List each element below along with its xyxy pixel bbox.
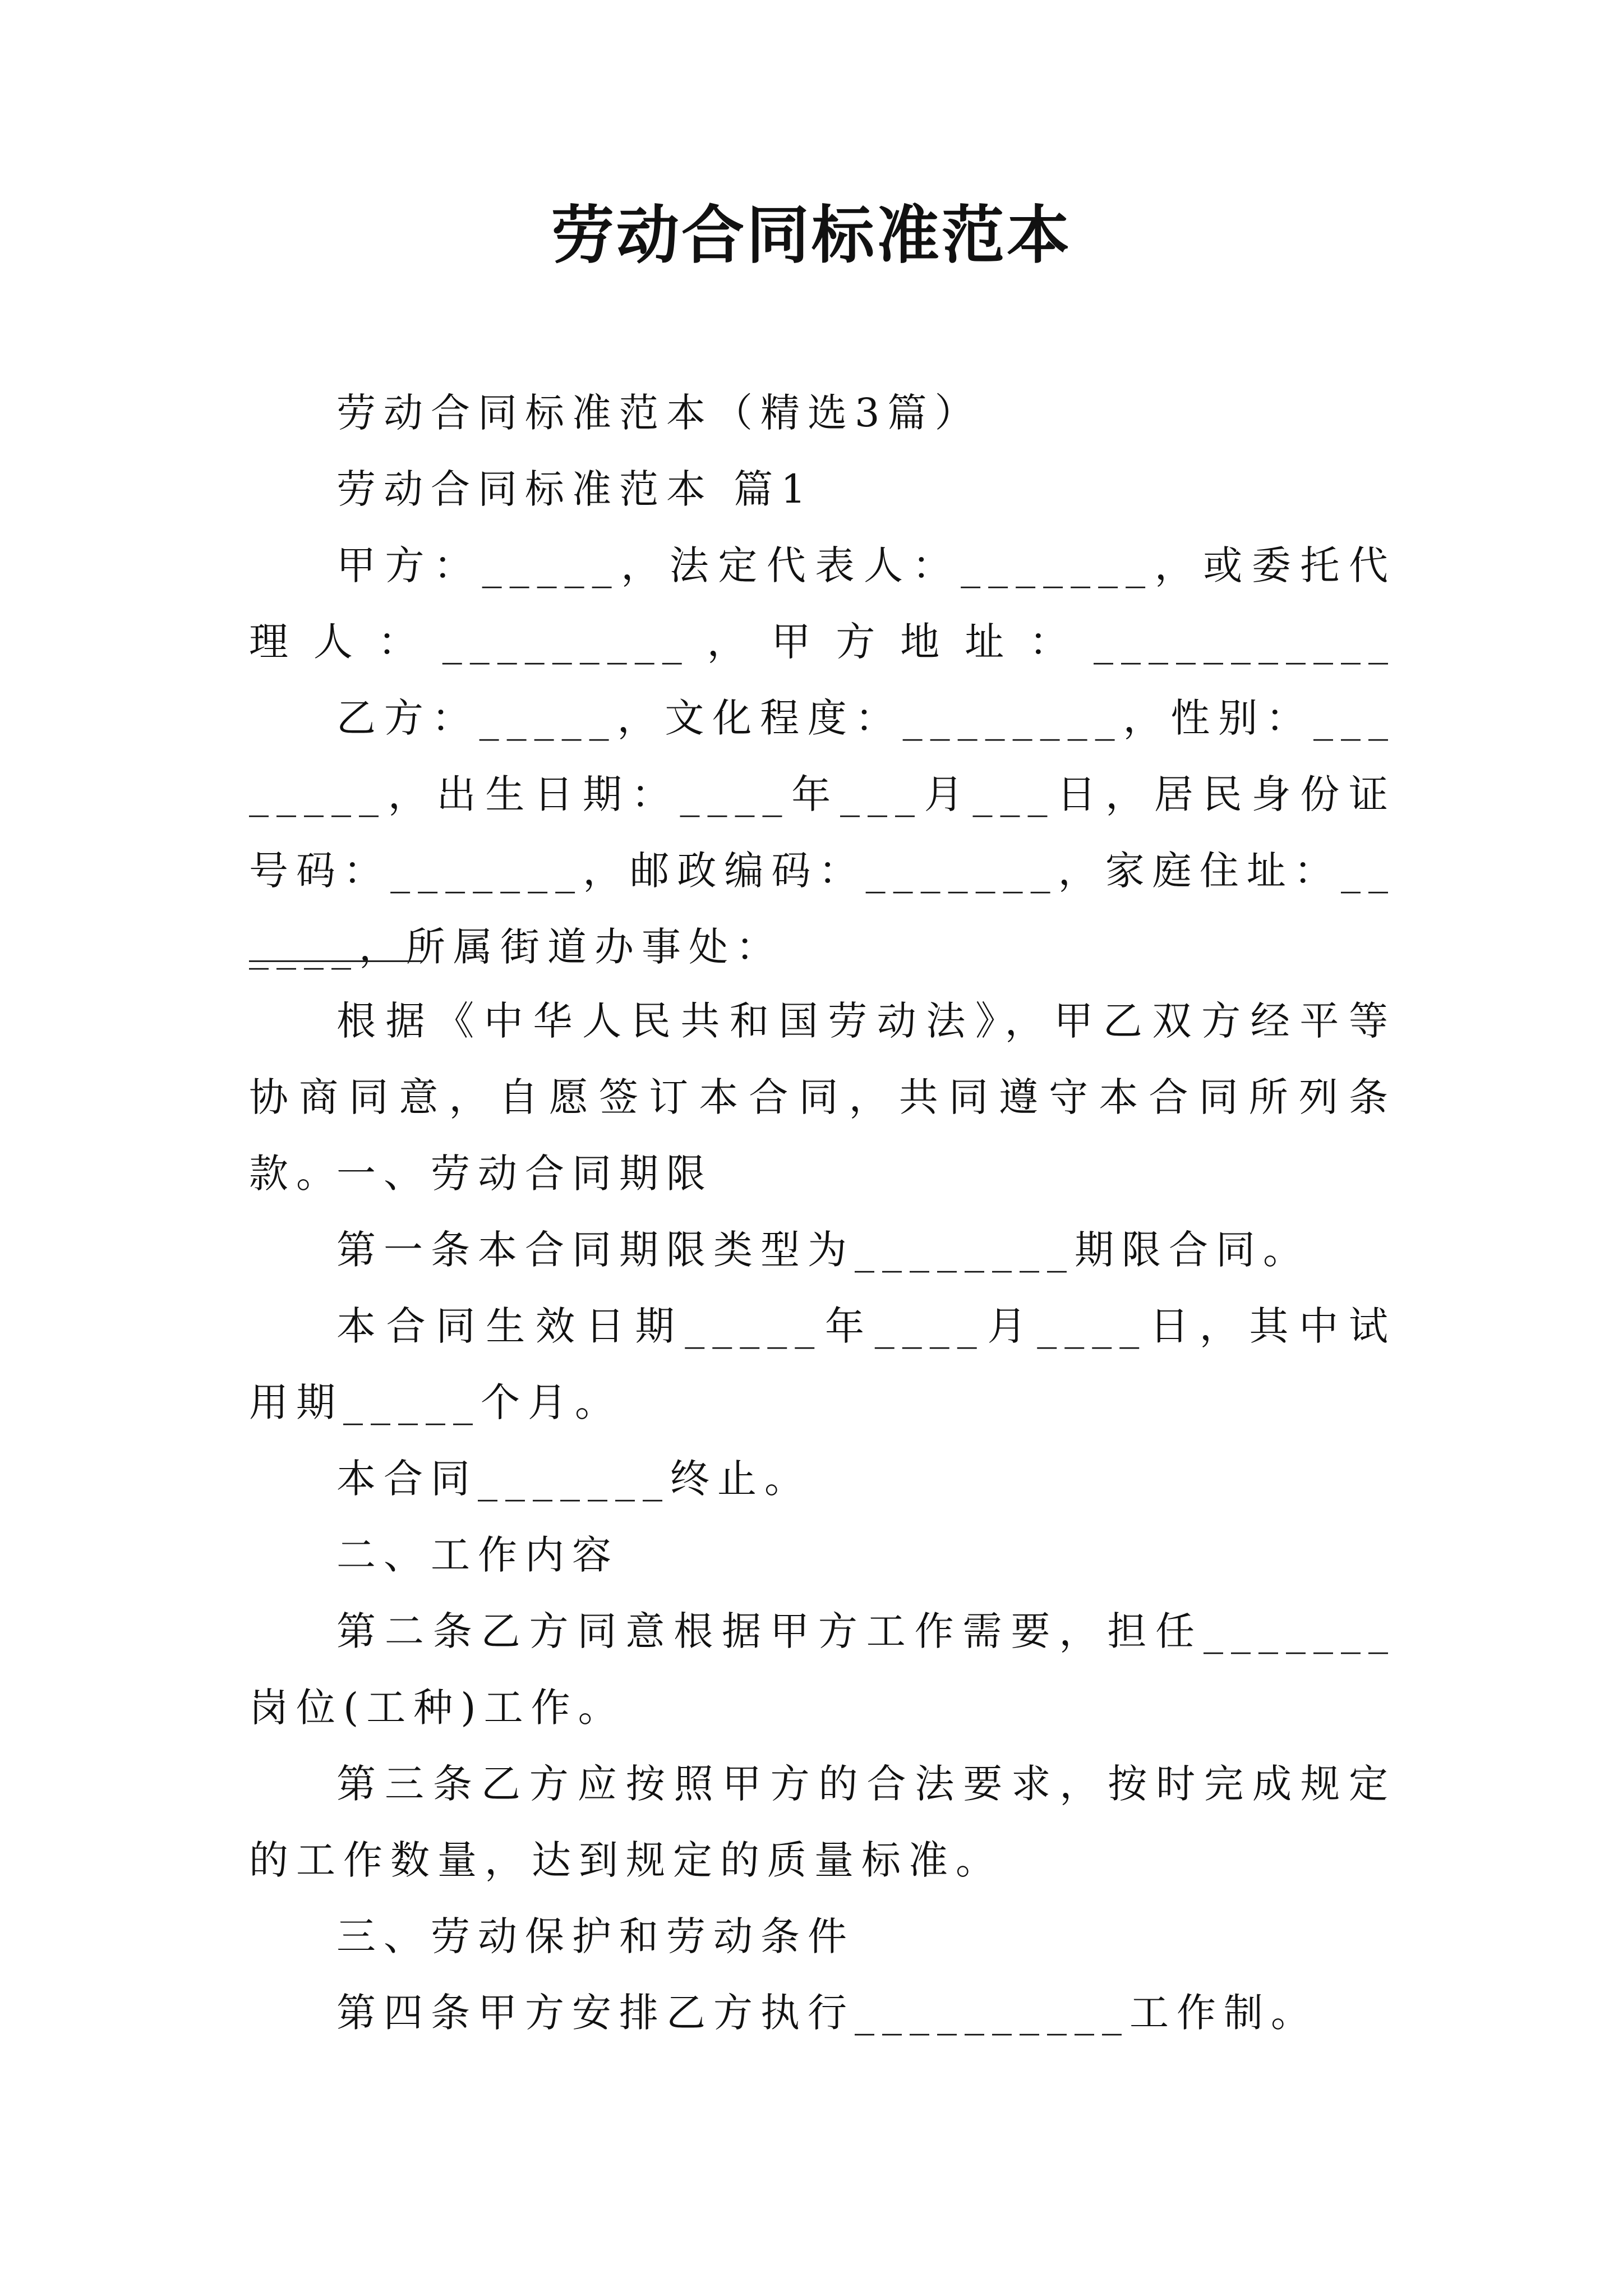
- clause-3: 第三条乙方应按照甲方的合法要求，按时完成规定的工作数量，达到规定的质量标准。: [249, 1761, 1396, 1883]
- clause-4: 第四条甲方安排乙方执行__________工作制。: [336, 1990, 1318, 2036]
- heading-contract-term: 一、劳动合同期限: [336, 1151, 713, 1197]
- paragraph-effective-date: 本合同生效日期_____年____月____日，其中试用期_____个月。: [249, 1303, 1396, 1425]
- heading-work-content: 二、工作内容: [336, 1532, 619, 1578]
- document-title: 劳动合同标准范本: [551, 199, 1072, 272]
- paragraph-subtitle: 劳动合同标准范本（精选3篇）: [336, 390, 982, 436]
- clause-1: 第一条本合同期限类型为________期限合同。: [336, 1227, 1310, 1273]
- paragraph-termination: 本合同_______终止。: [336, 1456, 811, 1502]
- blank-underline: [249, 960, 423, 962]
- paragraph-party-b: 乙方：_____，文化程度：________，性别：________，出生日期：____年___月___日，居民身份证号码：_______，邮政编码：_______，家庭住址：______，所属街道办事处：: [249, 695, 1396, 970]
- paragraph-party-a: 甲方：_____，法定代表人：_______，或委托代理人：_________，甲方地址：___________: [249, 542, 1396, 665]
- paragraph-preamble: 根据《中华人民共和国劳动法》，甲乙双方经平等协商同意，自愿签订本合同，共同遵守本合同所列条款。: [249, 998, 1396, 1197]
- heading-labor-protection: 三、劳动保护和劳动条件: [336, 1913, 855, 1959]
- clause-2: 第二条乙方同意根据甲方工作需要，担任_______岗位(工种)工作。: [249, 1608, 1396, 1731]
- paragraph-section-heading: 劳动合同标准范本 篇1: [336, 466, 814, 512]
